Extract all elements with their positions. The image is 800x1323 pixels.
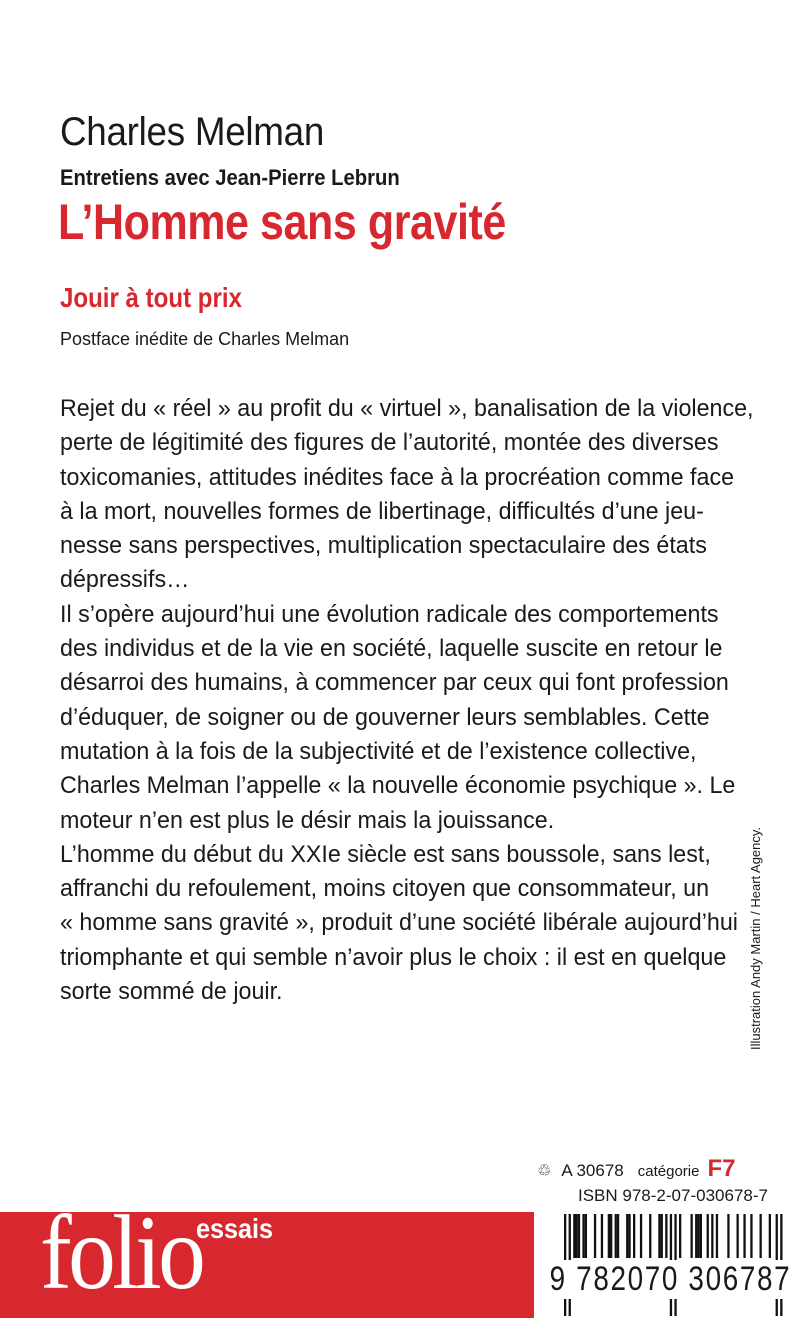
blurb-line: des individus et de la vie en société, laquelle suscite en retour le: [60, 635, 723, 663]
category-code: F7: [707, 1155, 736, 1182]
folio-logo: folio: [40, 1194, 203, 1311]
book-title: L’Homme sans gravité: [58, 194, 506, 250]
blurb-line: Il s’opère aujourd’hui une évolution radicale des comportements: [60, 600, 719, 628]
barcode-bar: [679, 1214, 681, 1258]
recycle-icon: ♲: [537, 1163, 552, 1180]
barcode-bar: [727, 1214, 729, 1258]
barcode-bar: [700, 1214, 702, 1258]
blurb-line: L’homme du début du XXIe siècle est sans boussole, sans lest,: [60, 840, 711, 868]
blurb-text: [60, 392, 775, 1009]
barcode-bar: [769, 1214, 771, 1258]
collection-name: essais: [196, 1213, 274, 1244]
barcode-bar: [658, 1214, 660, 1258]
blurb-line: dépressifs…: [60, 566, 190, 594]
interviews-line: Entretiens avec Jean-Pierre Lebrun: [60, 165, 400, 190]
barcode-bar: [737, 1214, 739, 1258]
barcode-bar: [610, 1214, 612, 1258]
blurb-line: moteur n’en est plus le désir mais la jouissance.: [60, 806, 555, 834]
blurb-line: affranchi du refoulement, moins citoyen que consommateur, un: [60, 875, 710, 903]
barcode-bar: [640, 1214, 642, 1258]
barcode-bar: [626, 1214, 628, 1258]
barcode-bar: [665, 1214, 667, 1258]
isbn-text: ISBN 978-2-07-030678-7: [578, 1186, 768, 1205]
illustration-credit: Illustration Andy Martin / Heart Agency.: [748, 826, 763, 1050]
author-name: Charles Melman: [60, 110, 325, 154]
barcode-bar: [601, 1214, 603, 1258]
barcode-bar: [695, 1214, 697, 1258]
catalog-code-row: [537, 1155, 735, 1183]
blurb-line: toxicomanies, attitudes inédites face à la procréation comme face: [60, 463, 735, 491]
barcode-bar: [760, 1214, 762, 1258]
postface-line: Postface inédite de Charles Melman: [60, 329, 350, 349]
barcode-bar: [615, 1214, 617, 1258]
blurb-line: nesse sans perspectives, multiplication spectaculaire des états: [60, 532, 707, 560]
barcode-bar: [633, 1214, 635, 1258]
barcode-bar: [707, 1214, 709, 1258]
barcode-bar: [617, 1214, 619, 1258]
blurb-line: « homme sans gravité », produit d’une société libérale aujourd’hui: [60, 909, 738, 937]
category-label: catégorie: [637, 1163, 700, 1180]
barcode-bar: [578, 1214, 580, 1258]
blurb-line: Rejet du « réel » au profit du « virtuel », banalisation de la violence,: [60, 395, 754, 422]
barcode-bar: [750, 1214, 752, 1258]
barcode-bar: [697, 1214, 699, 1258]
blurb-line: perte de légitimité des figures de l’autorité, montée des diverses: [60, 429, 719, 457]
barcode-bar: [716, 1214, 718, 1258]
blurb-line: sorte sommé de jouir.: [60, 978, 283, 1006]
catalog-code: A 30678: [561, 1161, 624, 1180]
barcode-bar: [649, 1214, 651, 1258]
barcode-bar: [628, 1214, 630, 1258]
blurb-line: désarroi des humains, à commencer par ceux qui font profession: [60, 669, 729, 697]
blurb-line: mutation à la fois de la subjectivité et de l’existence collective,: [60, 737, 697, 765]
blurb-line: à la mort, nouvelles formes de libertinage, difficultés d’une jeu-: [60, 497, 704, 525]
barcode-bar: [608, 1214, 610, 1258]
barcode-bar: [582, 1214, 584, 1258]
barcode-bar: [661, 1214, 663, 1258]
blurb-line: triomphante et qui semble n’avoir plus le choix : il est en quelque: [60, 943, 727, 971]
barcode-bar: [573, 1214, 575, 1258]
book-subtitle: Jouir à tout prix: [60, 282, 242, 313]
barcode-bar: [585, 1214, 587, 1258]
barcode-bar: [743, 1214, 745, 1258]
barcode-bar: [594, 1214, 596, 1258]
barcode-bar: [576, 1214, 578, 1258]
blurb-line: d’éduquer, de soigner ou de gouverner leurs semblables. Cette: [60, 703, 710, 731]
barcode-bar: [691, 1214, 693, 1258]
barcode-digits: 9 782070 306787: [549, 1260, 792, 1298]
barcode-bar: [711, 1214, 713, 1258]
blurb-line: Charles Melman l’appelle « la nouvelle économie psychique ». Le: [60, 772, 736, 800]
